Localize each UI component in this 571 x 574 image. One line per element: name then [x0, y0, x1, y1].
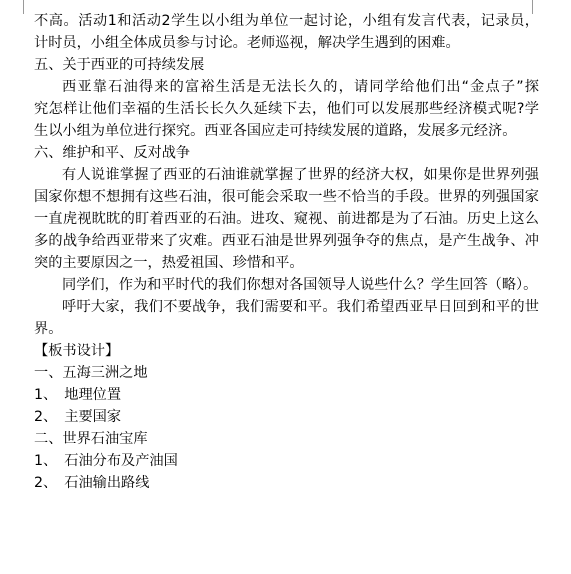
outline-item: 2、 石油输出路线 — [34, 475, 150, 491]
board-design-heading: 【板书设计】 — [34, 343, 120, 359]
outline-heading: 一、五海三洲之地 — [34, 365, 148, 381]
outline-item: 2、 主要国家 — [34, 409, 122, 425]
page-corner-mark-left — [13, 0, 24, 14]
paragraph-line: 国家你想不想拥有这些石油，很可能会采取一些不恰当的手段。世界的列强国家 — [34, 189, 539, 205]
paragraph-line: 突的主要原因之一，热爱祖国、珍惜和平。 — [34, 255, 304, 271]
paragraph-line: 计时员，小组全体成员参与讨论。老师巡视，解决学生遇到的困难。 — [34, 35, 460, 51]
section-heading: 六、维护和平、反对战争 — [34, 145, 191, 161]
outline-item: 1、 地理位置 — [34, 387, 122, 403]
outline-item: 1、 石油分布及产油国 — [34, 453, 178, 469]
paragraph-line: 呼吁大家，我们不要战争，我们需要和平。我们希望西亚早日回到和平的世 — [62, 299, 539, 315]
paragraph-line: 一直虎视眈眈的盯着西亚的石油。进攻、窥视、前进都是为了石油。历史上这么 — [34, 211, 539, 227]
paragraph-line: 界。 — [34, 321, 63, 337]
document-body — [34, 10, 539, 494]
section-heading: 五、关于西亚的可持续发展 — [34, 57, 205, 73]
paragraph-line: 不高。活动1和活动2学生以小组为单位一起讨论，小组有发言代表，记录员， — [34, 13, 539, 29]
paragraph-line: 生以小组为单位进行探究。西亚各国应走可持续发展的道路，发展多元经济。 — [34, 123, 517, 139]
paragraph-line: 多的战争给西亚带来了灾难。西亚石油是世界列强争夺的焦点，是产生战争、冲 — [34, 233, 539, 249]
paragraph-line: 究怎样让他们幸福的生活长长久久延续下去，他们可以发展那些经济模式呢?学 — [34, 101, 539, 117]
paragraph-line: 同学们，作为和平时代的我们你想对各国领导人说些什么？学生回答（略）。 — [62, 277, 538, 293]
paragraph-line: 有人说谁掌握了西亚的石油谁就掌握了世界的经济大权，如果你是世界列强 — [62, 167, 539, 183]
outline-heading: 二、世界石油宝库 — [34, 431, 148, 447]
paragraph-line: 西亚靠石油得来的富裕生活是无法长久的，请同学给他们出“金点子”探 — [62, 79, 539, 95]
